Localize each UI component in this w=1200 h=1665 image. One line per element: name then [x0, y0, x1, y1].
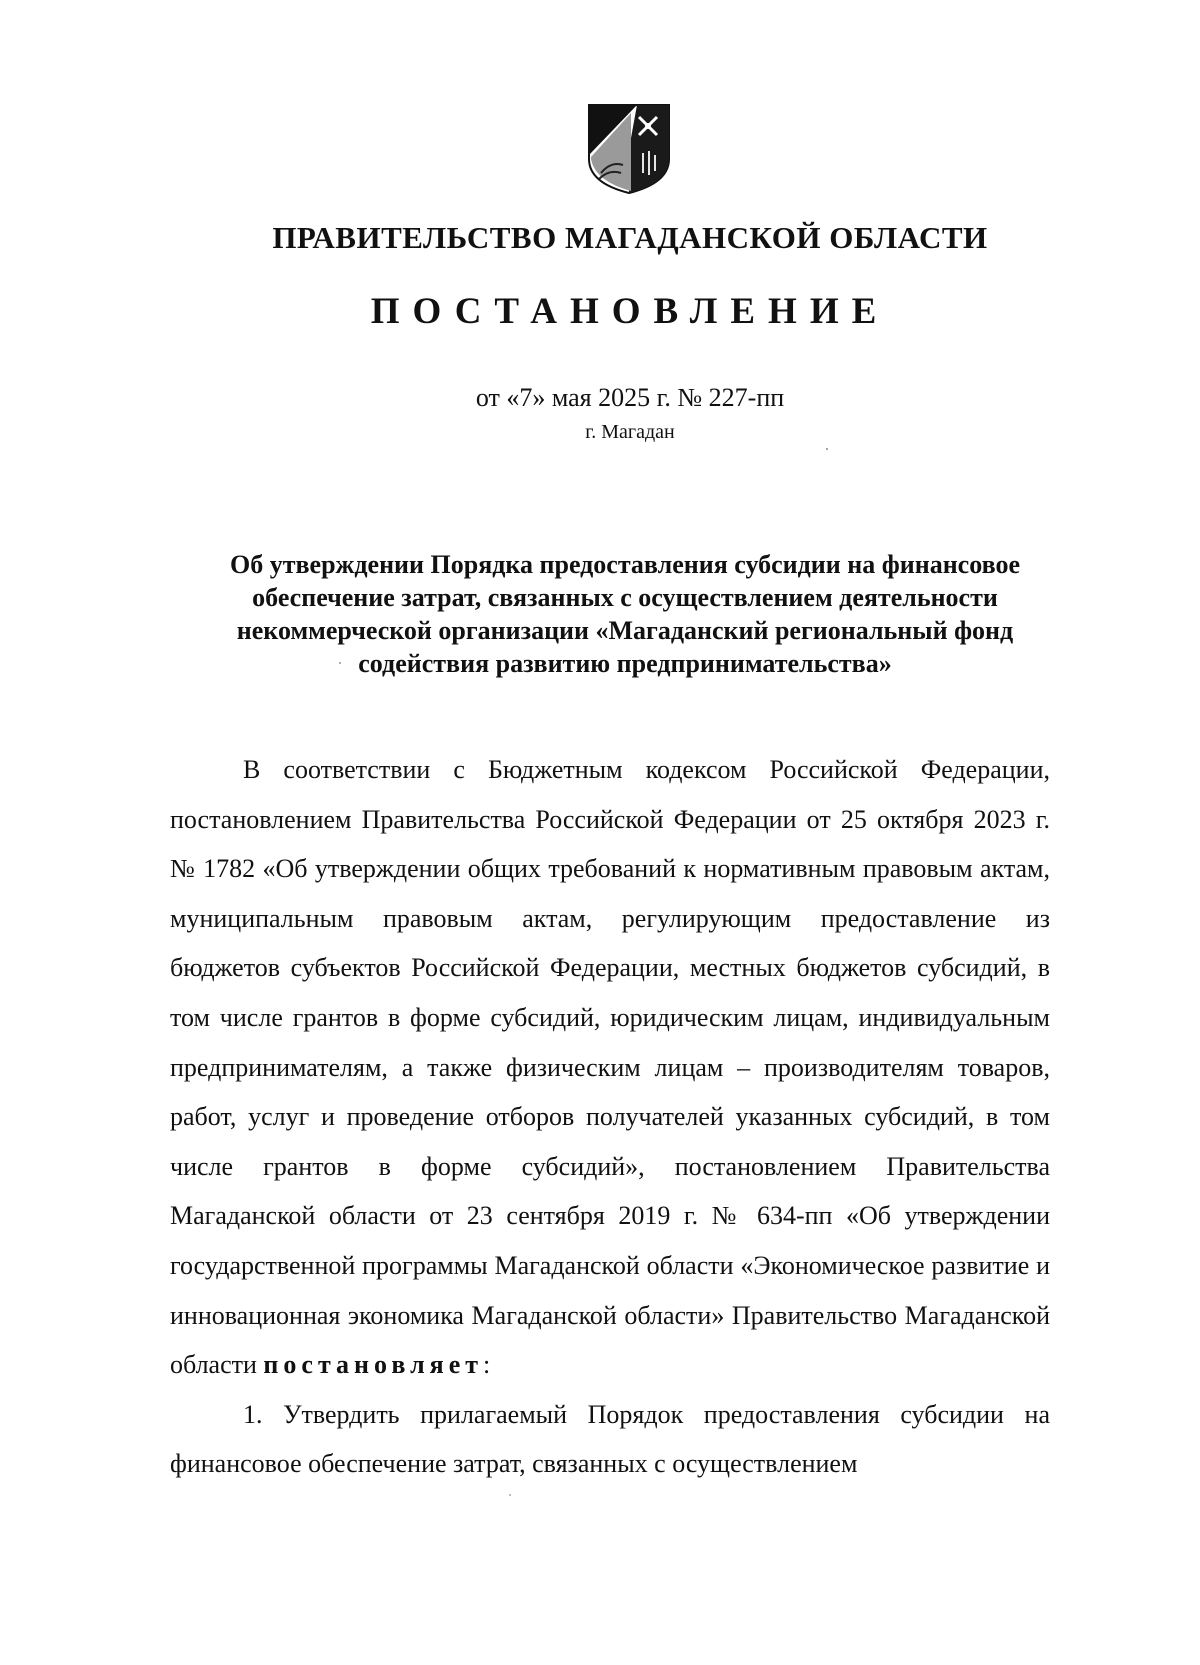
preamble-text: В соответствии с Бюджетным кодексом Российской Федерации, постановлением Правительства Российской Федерации от 25 октября 2023 г. № 1782 «Об утверждении общих требований к нормативным правовым актам, муниципальным правовым актам, регулирующим предоставление из бюджетов субъектов Российской Федерации, местных бюджетов субсидий, в том числе грантов в форме субсидий, юридическим лицам, индивидуальным предпринимателям, а также физическим лицам – производителям товаров, работ, услуг и проведение отборов получателей указанных субсидий, в том числе грантов в форме субсидий», постановлением Правительства Магаданской области от 23 сентября 2019 г. № 634-пп «Об утверждении государственной программы Магаданской области «Экономическое развитие и инновационная экономика Магаданской области» Правительство Магаданской области	[170, 755, 1050, 1380]
document-subject: Об утверждении Порядка предоставления субсидии на финансовое обеспечение затрат, связанных с осуществлением деятельности некоммерческой организации «Магаданский региональный фонд содействия развитию предпринимательства»	[230, 550, 1020, 678]
organization-title: ПРАВИТЕЛЬСТВО МАГАДАНСКОЙ ОБЛАСТИ	[272, 220, 988, 255]
city-line: г. Магадан	[585, 421, 675, 443]
date-number-line: от «7» мая 2025 г. № 227-пп	[475, 383, 785, 412]
decree-word: постановляет	[263, 1350, 484, 1380]
document-body	[170, 745, 1050, 1489]
document-type: ПОСТАНОВЛЕНИЕ	[370, 291, 890, 332]
item-1-paragraph: 1. Утвердить прилагаемый Порядок предоставления субсидии на финансовое обеспечение затрат, связанных с осуществлением	[170, 1399, 1050, 1479]
coat-of-arms-icon	[587, 103, 671, 195]
preamble-paragraph	[170, 745, 1050, 1390]
decree-colon: :	[483, 1350, 491, 1380]
